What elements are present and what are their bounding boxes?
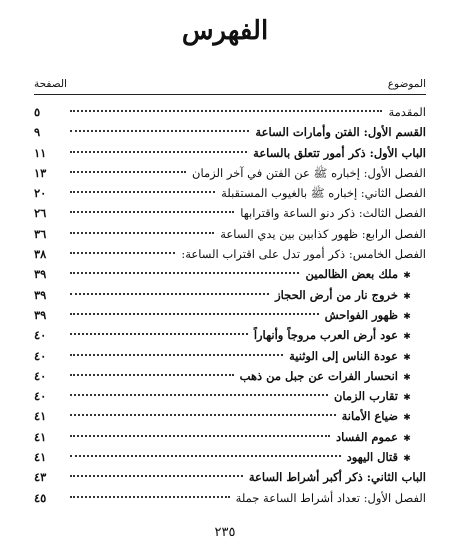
toc-entry (34, 346, 426, 366)
toc-entry-title: انحسار الفرات عن جبل من ذهب (239, 368, 398, 383)
dot-leader (70, 110, 382, 112)
toc-entry-title: المقدمة (388, 105, 426, 119)
toc-entry-page-number: ٢٠ (34, 186, 47, 201)
toc-entry-page-number: ١١ (34, 145, 47, 160)
toc-entry-page-number: ١٣ (34, 165, 47, 180)
bullet-asterisk-icon: ✱ (403, 393, 411, 404)
dot-leader (70, 374, 234, 376)
toc-entry (34, 102, 426, 122)
toc-entry-title: عودة الناس إلى الوثنية (289, 348, 398, 363)
toc-entry-title: الفصل الأول: إخباره ﷺ عن الفتن في آخر الزمان (192, 165, 426, 180)
toc-entry (34, 143, 426, 163)
toc-entry (34, 264, 426, 284)
bullet-asterisk-icon: ✱ (403, 454, 411, 465)
table-of-contents (34, 102, 426, 508)
toc-entry-page-number: ٤١ (34, 429, 47, 444)
page-number: ٢٣٥ (214, 525, 236, 540)
dot-leader (70, 211, 234, 213)
bullet-asterisk-icon: ✱ (403, 291, 411, 302)
topic-column-header: الموضوع (387, 78, 426, 90)
toc-entry (34, 325, 426, 345)
toc-entry-title: عموم الفساد (336, 429, 398, 444)
toc-entry (34, 447, 426, 467)
toc-entry-page-number: ٤٥ (34, 490, 47, 505)
toc-entry-title: الفصل الثاني: إخباره ﷺ بالغيوب المستقبلة (221, 186, 426, 201)
toc-entry (34, 406, 426, 426)
toc-entry-page-number: ٩ (34, 125, 41, 140)
toc-entry-title: ظهور الفواحش (324, 307, 398, 322)
toc-entry-title: قتال اليهود (346, 450, 398, 465)
bullet-asterisk-icon: ✱ (403, 433, 411, 444)
dot-leader (70, 394, 328, 396)
header-divider (34, 94, 426, 95)
toc-entry (34, 488, 426, 508)
toc-entry-title: ملك بعض الظالمين (305, 267, 398, 282)
toc-entry-title: القسم الأول: الفتن وأمارات الساعة (255, 125, 426, 140)
toc-entry-title: الفصل الأول: تعداد أشراط الساعة جملة (235, 490, 426, 505)
toc-entry-title: تقارب الزمان (333, 389, 398, 404)
toc-entry (34, 366, 426, 386)
toc-entry (34, 467, 426, 487)
dot-leader (70, 475, 243, 477)
dot-leader (70, 354, 283, 356)
toc-entry-page-number: ٣٩ (34, 307, 47, 322)
dot-leader (70, 455, 341, 457)
dot-leader (70, 252, 175, 254)
dot-leader (70, 130, 249, 132)
bullet-asterisk-icon: ✱ (403, 413, 411, 424)
toc-entry-title: خروج نار من أرض الحجاز (275, 287, 398, 302)
toc-entry-title: الفصل الخامس: ذكر أمور تدل على اقتراب الساعة: (181, 247, 426, 262)
toc-entry-page-number: ٤٠ (34, 348, 47, 363)
toc-entry-title: ضياع الأمانة (341, 409, 398, 424)
dot-leader (70, 191, 215, 193)
toc-entry-title: الباب الأول: ذكر أمور تتعلق بالساعة (253, 145, 426, 160)
toc-entry-page-number: ٣٦ (34, 226, 47, 241)
toc-entry-page-number: ٣٩ (34, 267, 47, 282)
toc-entry (34, 183, 426, 203)
toc-entry (34, 427, 426, 447)
toc-entry-page-number: ٥ (34, 105, 41, 119)
toc-entry-title: الفصل الثالث: ذكر دنو الساعة واقترابها (240, 206, 426, 221)
toc-entry (34, 305, 426, 325)
toc-entry (34, 285, 426, 305)
dot-leader (70, 293, 269, 295)
toc-entry-page-number: ٤١ (34, 450, 47, 465)
bullet-asterisk-icon: ✱ (403, 352, 411, 363)
dot-leader (70, 435, 330, 437)
toc-entry-page-number: ٤٠ (34, 368, 47, 383)
toc-entry-title: عود أرض العرب مروجاً وأنهاراً (253, 328, 398, 343)
toc-entry-page-number: ٤١ (34, 409, 47, 424)
toc-entry-title: الباب الثاني: ذكر أكبر أشراط الساعة (248, 470, 426, 485)
toc-entry-page-number: ٢٦ (34, 206, 47, 221)
toc-entry-page-number: ٣٨ (34, 247, 47, 262)
dot-leader (70, 151, 247, 153)
dot-leader (70, 496, 230, 498)
dot-leader (70, 272, 299, 274)
page-column-header: الصفحة (34, 78, 67, 90)
toc-entry (34, 163, 426, 183)
toc-entry-page-number: ٤٣ (34, 470, 47, 485)
dot-leader (70, 333, 248, 335)
column-headers (34, 76, 426, 92)
toc-entry (34, 244, 426, 264)
toc-entry-title: الفصل الرابع: ظهور كذابين بين يدي الساعة (220, 226, 426, 241)
toc-entry (34, 122, 426, 142)
toc-entry (34, 386, 426, 406)
dot-leader (70, 171, 186, 173)
toc-entry (34, 224, 426, 244)
dot-leader (70, 313, 319, 315)
page-title: الفهرس (181, 16, 269, 46)
toc-entry-page-number: ٣٩ (34, 287, 47, 302)
bullet-asterisk-icon: ✱ (403, 332, 411, 343)
bullet-asterisk-icon: ✱ (403, 271, 411, 282)
toc-entry (34, 203, 426, 223)
bullet-asterisk-icon: ✱ (403, 311, 411, 322)
dot-leader (70, 232, 214, 234)
toc-entry-page-number: ٤٠ (34, 328, 47, 343)
bullet-asterisk-icon: ✱ (403, 372, 411, 383)
toc-entry-page-number: ٤٠ (34, 389, 47, 404)
dot-leader (70, 414, 336, 416)
